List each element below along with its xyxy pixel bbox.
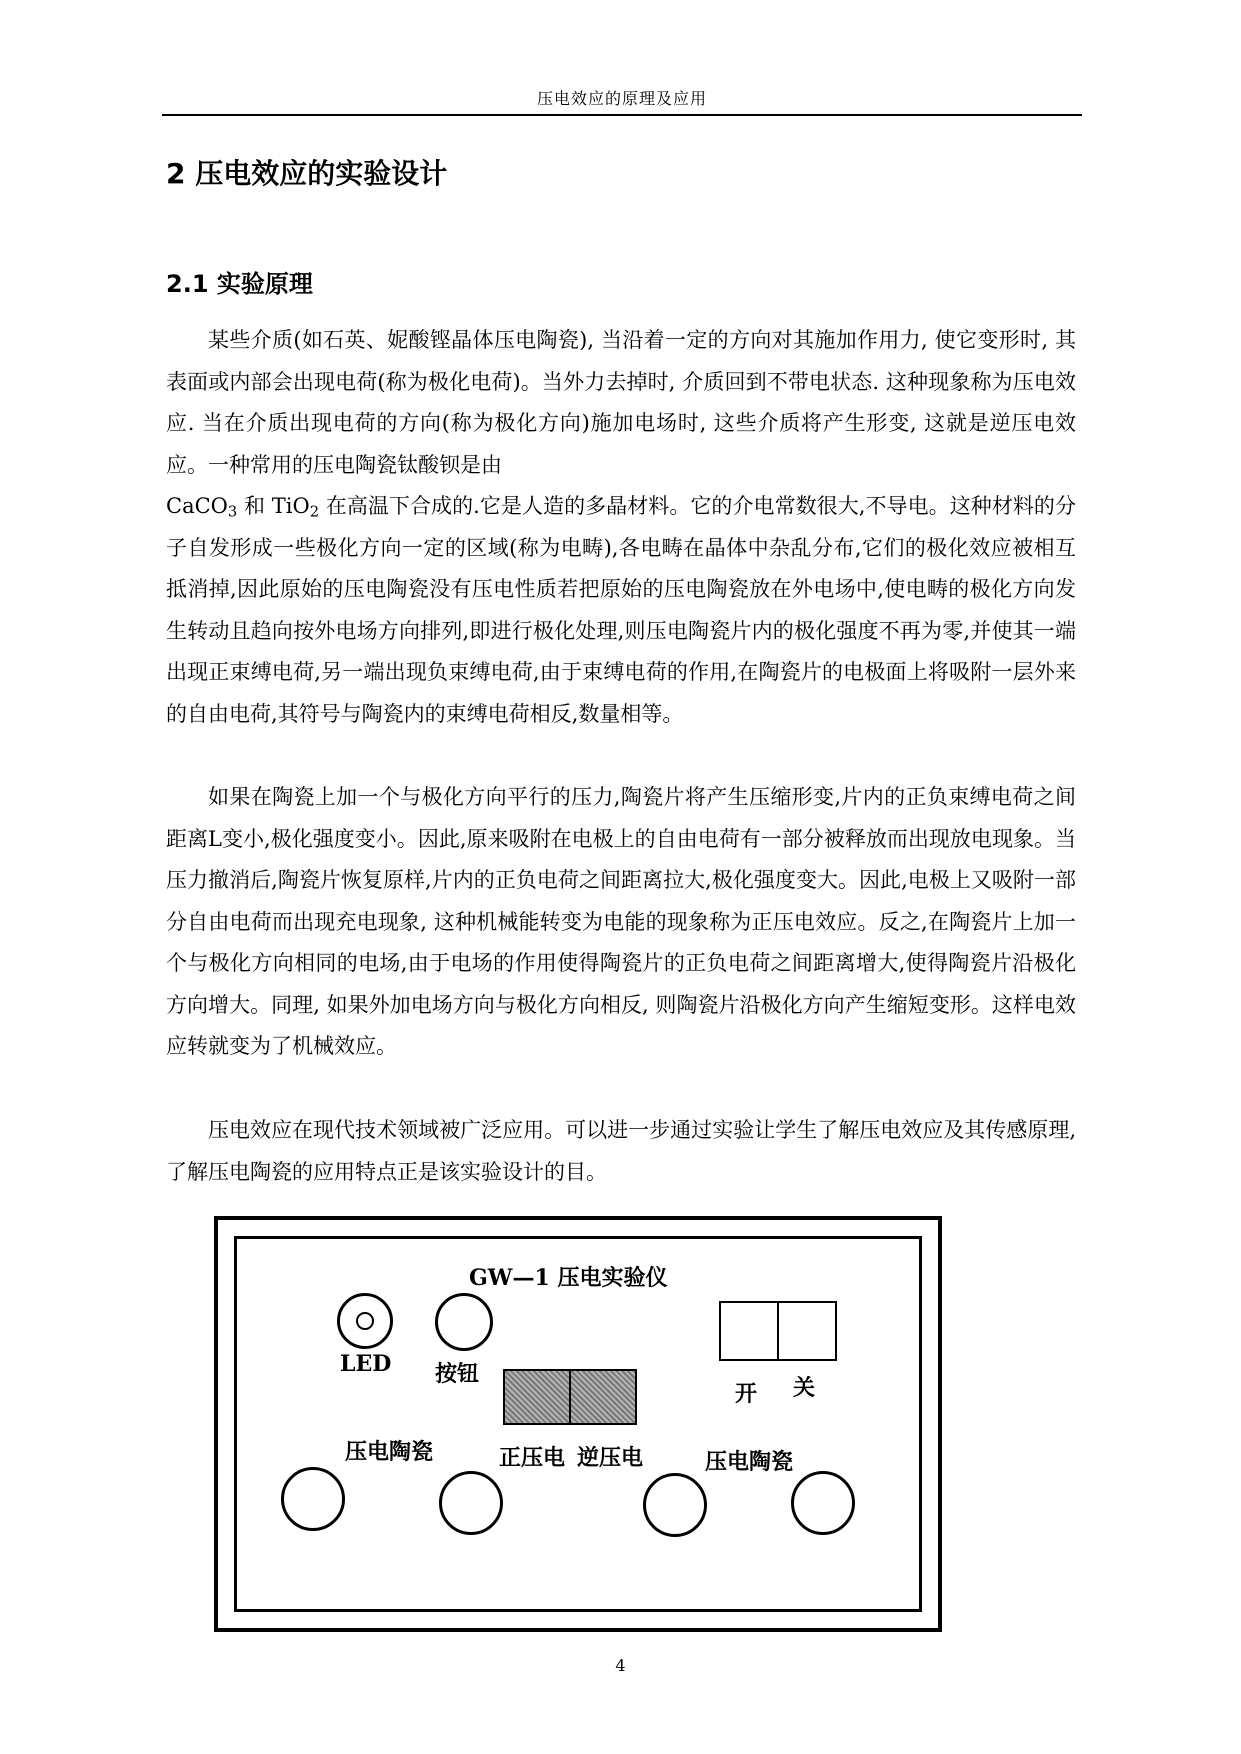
led-label: LED [340,1351,392,1377]
ceramic-right-label: 压电陶瓷 [705,1449,794,1475]
header-rule [162,114,1082,116]
ceramic-disc-2[interactable] [439,1471,503,1535]
switch-off-label: 关 [793,1375,816,1401]
switch-on-label: 开 [735,1381,758,1407]
mode-forward-button[interactable] [503,1369,571,1425]
ceramic-left-label: 压电陶瓷 [345,1439,434,1465]
ceramic-disc-3[interactable] [643,1473,707,1537]
paragraph-principle [166,320,1076,735]
mode-reverse-button[interactable] [569,1369,637,1425]
instrument-panel-figure [214,1216,942,1632]
instrument-panel [234,1236,922,1612]
paragraph-application: 压电效应在现代技术领域被广泛应用。可以进一步通过实验让学生了解压电效应及其传感原理,了解压电陶瓷的应用特点正是该实验设计的目。 [166,1118,1076,1184]
chapter-title: 2 压电效应的实验设计 [166,157,448,190]
formula-tio2: 和 TiO$_2$ [243,494,320,521]
led-indicator [337,1293,393,1349]
paragraph-text: 某些介质(如石英、妮酸铿晶体压电陶瓷), 当沿着一定的方向对其施加作用力, 使它变形时, 其表面或内部会出现电荷(称为极化电荷)。当外力去掉时, 介质回到不带电状态. 这种现象称为压电效应. 当在介质出现电荷的方向(称为极化方向)施加电场时, 这些介质将产生形变, 这就是逆压电效应。一种常用的压电陶瓷钛酸钡是由 [166,328,1076,477]
switch-off[interactable] [777,1301,837,1361]
panel-title: GW—1 压电实验仪 [469,1265,668,1291]
section-title: 2.1 实验原理 [166,270,313,298]
paragraph-mechanism: 如果在陶瓷上加一个与极化方向平行的压力,陶瓷片将产生压缩形变,片内的正负束缚电荷之间距离L变小,极化强度变小。因此,原来吸附在电极上的自由电荷有一部分被释放而出现放电现象。当压力撤消后,陶瓷片恢复原样,片内的正负电荷之间距离拉大,极化强度变大。因此,电极上又吸附一部分自由电荷而出现充电现象, 这种机械能转变为电能的现象称为正压电效应。反之,在陶瓷片上加一个与极化方向相同的电场,由于电场的作用使得陶瓷片的正负电荷之间距离增大,使得陶瓷片沿极化方向增大。同理, 如果外加电场方向与极化方向相反, 则陶瓷片沿极化方向产生缩短变形。这样电效应转就变为了机械效应。 [166,785,1076,1058]
paragraph-text: 在高温下合成的.它是人造的多晶材料。它的介电常数很大,不导电。这种材料的分子自发形成一些极化方向一定的区域(称为电畴),各电畴在晶体中杂乱分布,它们的极化效应被相互抵消掉,因此原始的压电陶瓷没有压电性质若把原始的压电陶瓷放在外电场中,使电畴的极化方向发生转动且趋向按外电场方向排列,即进行极化处理,则压电陶瓷片内的极化强度不再为零,并使其一端出现正束缚电荷,另一端出现负束缚电荷,由于束缚电荷的作用,在陶瓷片的电极面上将吸附一层外来的自由电荷,其符号与陶瓷内的束缚电荷相反,数量相等。 [166,494,1076,726]
push-button[interactable] [435,1293,493,1351]
ceramic-disc-1[interactable] [281,1467,345,1531]
formula-caco3: CaCO$_3$ [166,494,238,521]
switch-on[interactable] [719,1301,779,1361]
ceramic-disc-4[interactable] [791,1471,855,1535]
mode-reverse-label: 逆压电 [577,1445,644,1471]
push-button-label: 按钮 [435,1361,480,1387]
running-header: 压电效应的原理及应用 [536,89,707,108]
led-lens-icon [356,1312,374,1330]
mode-forward-label: 正压电 [499,1445,566,1471]
page-number: 4 [615,1656,626,1675]
